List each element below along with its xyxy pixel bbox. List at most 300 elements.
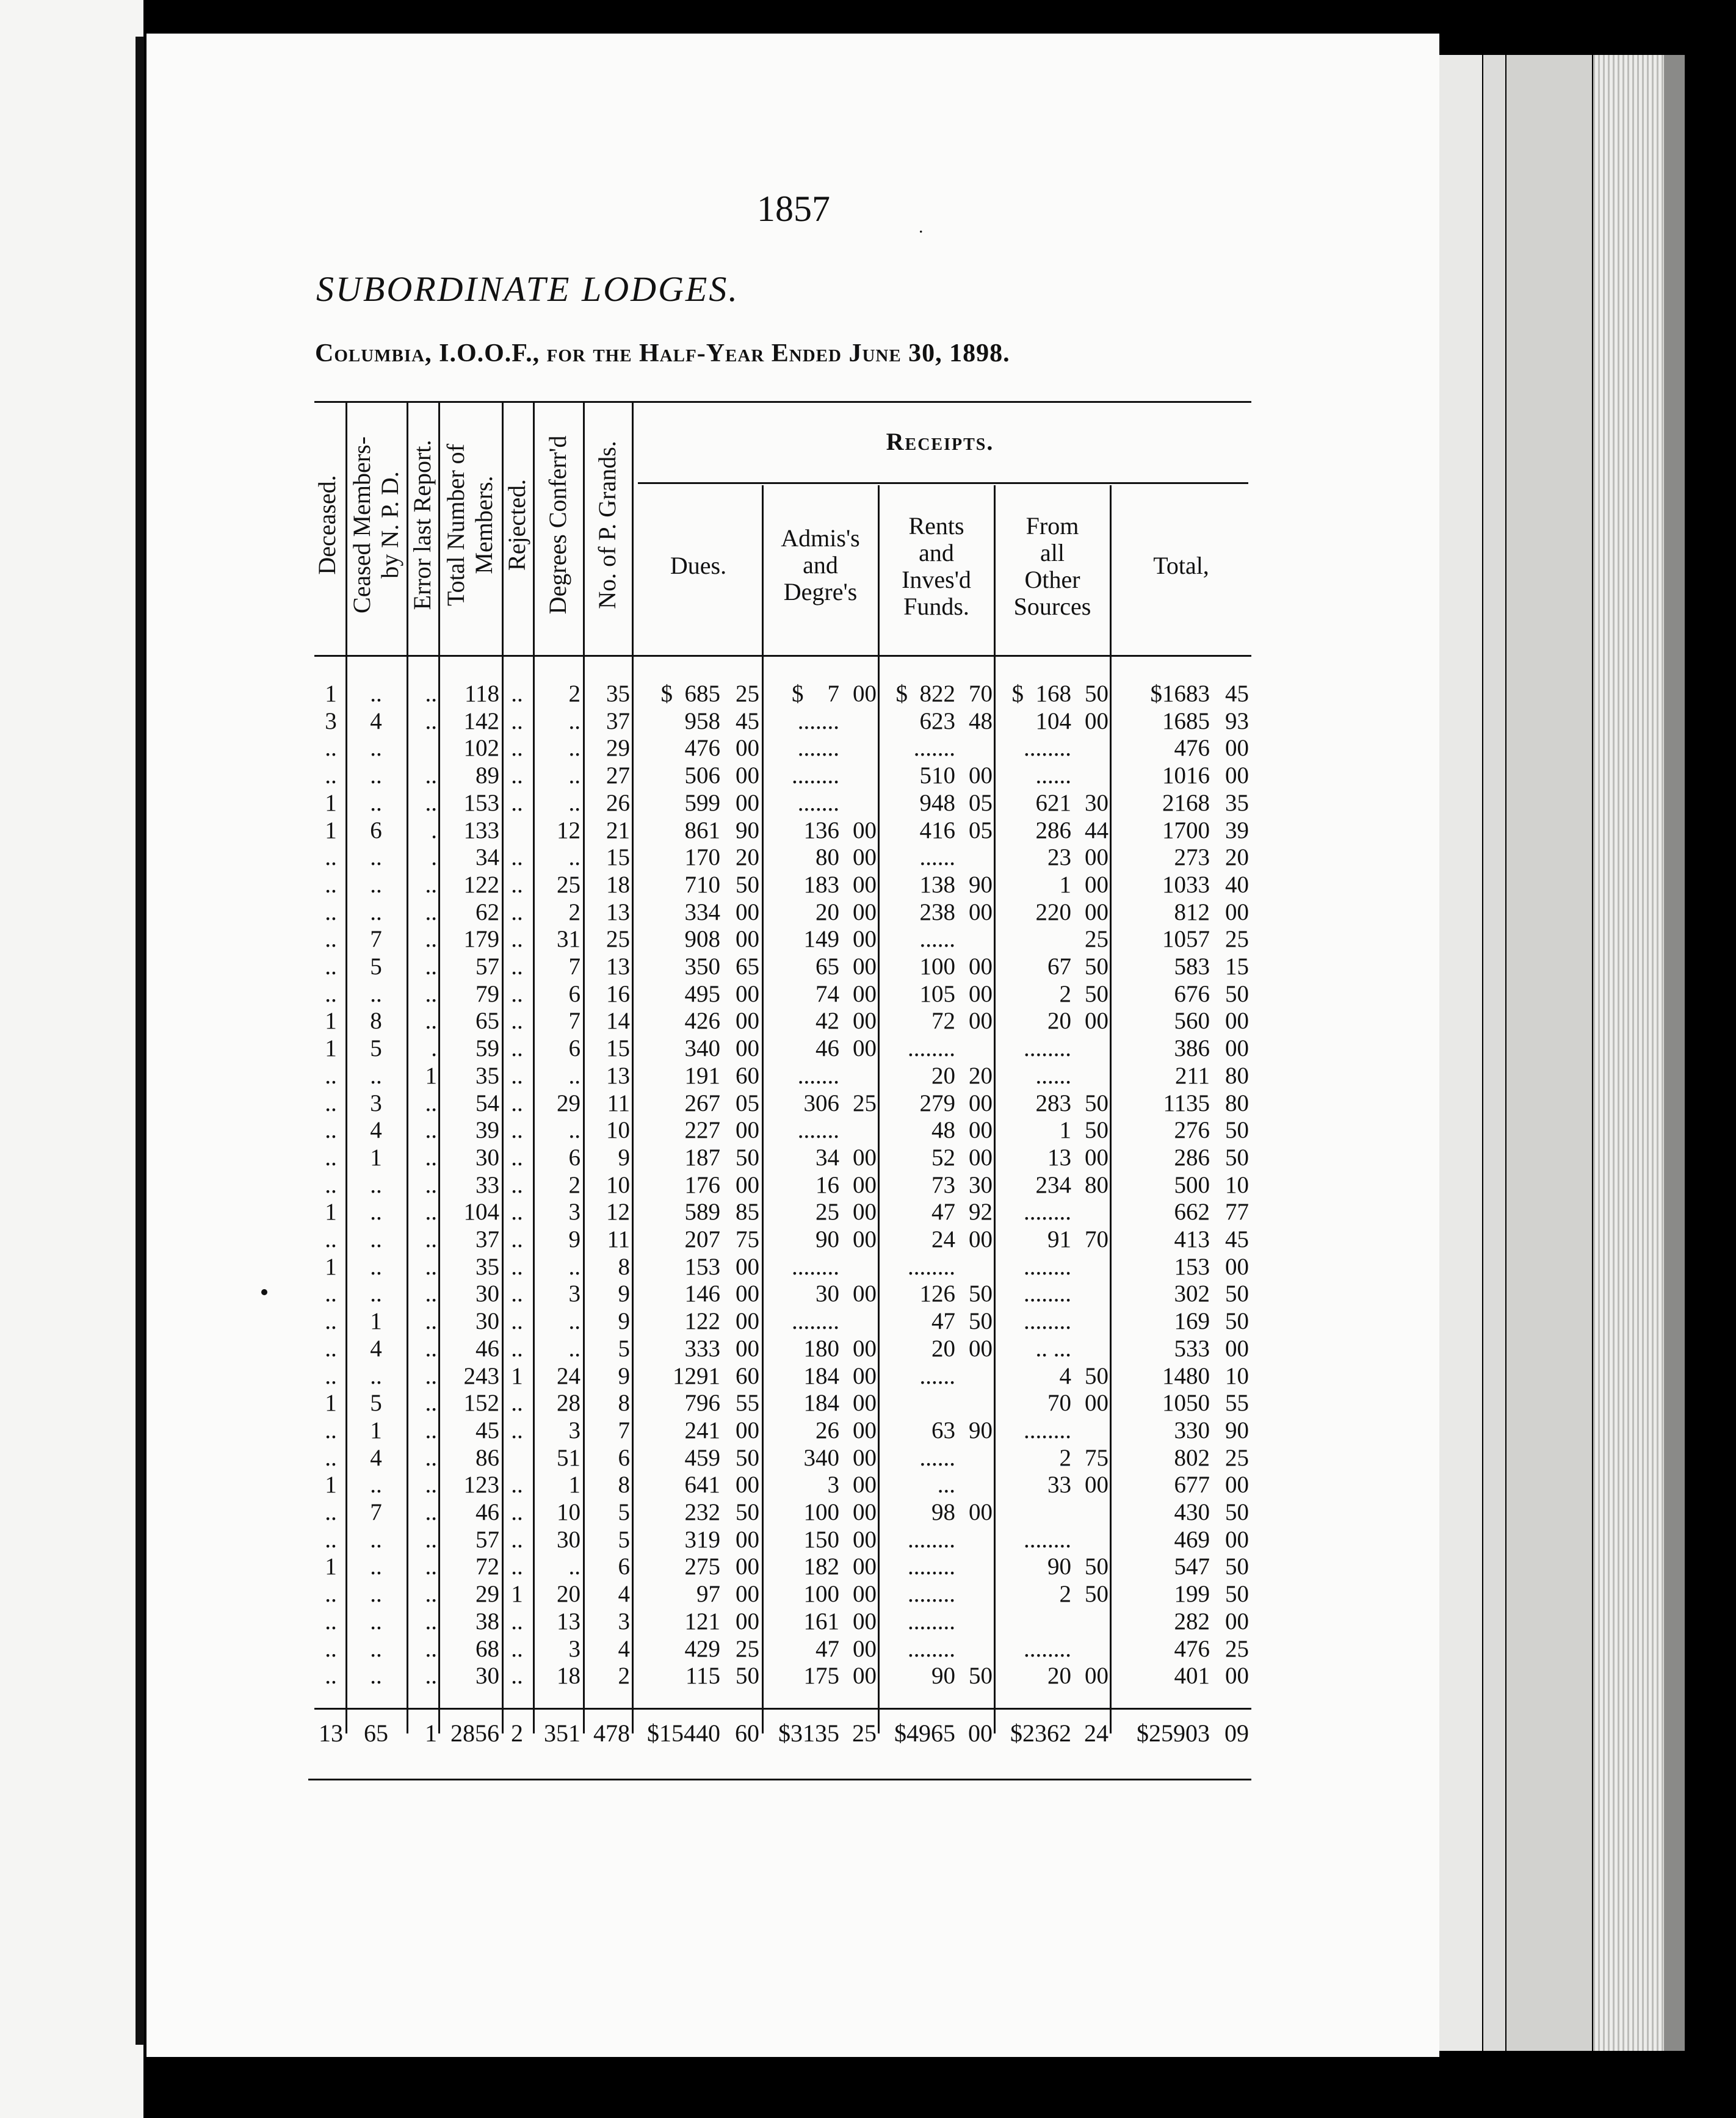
table-cell: .. [370, 871, 382, 898]
table-row [0, 1308, 1736, 1335]
table-cell: 50 [969, 1281, 993, 1307]
table-row [0, 1581, 1736, 1608]
table-cell: 1 [325, 1199, 337, 1226]
table-cell: 4 [370, 1117, 382, 1144]
table-cell: ........ [1024, 1417, 1071, 1444]
table-cell: 00 [1225, 1608, 1249, 1635]
table-cell: 00 [736, 1472, 759, 1498]
table-cell: 306 [803, 1090, 839, 1116]
table-cell: 13 [606, 898, 630, 925]
table-cell: 149 [803, 926, 839, 953]
table-cell: 476 [1174, 735, 1210, 762]
table-cell: 50 [736, 1444, 759, 1471]
table-cell: 80 [816, 844, 839, 871]
table-cell: 00 [968, 1719, 993, 1747]
table-cell: 90 [931, 1663, 955, 1690]
table-cell: ...... [919, 1362, 955, 1389]
table-cell: 00 [969, 1144, 993, 1171]
table-cell: 00 [853, 1362, 877, 1389]
table-cell: ....... [913, 735, 955, 762]
table-cell: 00 [1225, 1035, 1249, 1062]
table-cell: 50 [1225, 1117, 1249, 1144]
table-cell: 27 [606, 762, 630, 789]
table-cell: 25 [852, 1719, 877, 1747]
table-cell: 3 [827, 1472, 839, 1498]
table-cell: ........ [908, 1553, 955, 1580]
table-cell: 74 [816, 980, 839, 1007]
table-cell: 40 [1225, 871, 1249, 898]
table-cell: 243 [463, 1362, 499, 1389]
table-cell: .. [511, 844, 523, 871]
table-cell: .. [425, 1417, 437, 1444]
table-cell: 00 [853, 1608, 877, 1635]
table-cell: .. [370, 1663, 382, 1690]
table-cell: 7 [370, 1499, 382, 1525]
table-cell: 00 [736, 1117, 759, 1144]
table-cell: 21 [606, 817, 630, 844]
table-cell: 9 [618, 1362, 630, 1389]
table-cell: 97 [696, 1581, 720, 1608]
table-cell: .. [568, 1062, 580, 1089]
table-cell: 50 [1085, 1362, 1109, 1389]
table-cell: 20 [557, 1581, 580, 1608]
table-cell: 30 [816, 1281, 839, 1307]
table-cell: 18 [557, 1663, 580, 1690]
table-cell: ........ [792, 762, 839, 789]
table-cell: .. [370, 1553, 382, 1580]
table-cell: 00 [853, 1281, 877, 1307]
table-row [0, 844, 1736, 871]
table-cell: $3135 [778, 1719, 839, 1747]
table-cell: ........ [1024, 1253, 1071, 1280]
table-cell: 10 [1225, 1171, 1249, 1198]
table-cell: 37 [476, 1226, 499, 1252]
table-cell: 50 [1225, 1499, 1249, 1525]
table-cell: 68 [476, 1635, 499, 1662]
table-cell: .. [325, 1444, 337, 1471]
table-cell: .. [425, 898, 437, 925]
table-cell: .. [370, 735, 382, 762]
table-cell: 54 [476, 1090, 499, 1116]
table-cell: 122 [463, 871, 499, 898]
table-cell: 60 [736, 1062, 759, 1089]
table-cell: 677 [1174, 1472, 1210, 1498]
table-cell: .. [425, 681, 437, 707]
table-cell: .. [325, 1062, 337, 1089]
table-cell: 182 [803, 1553, 839, 1580]
table-cell: $ 7 [792, 681, 839, 707]
table-cell: 11 [607, 1226, 630, 1252]
table-row [0, 1553, 1736, 1580]
table-cell: .. [425, 1171, 437, 1198]
table-cell: .. [568, 1553, 580, 1580]
table-cell: .. [325, 1581, 337, 1608]
table-cell: ........ [1024, 735, 1071, 762]
table-cell: 2856 [450, 1719, 499, 1747]
table-cell: 50 [1225, 980, 1249, 1007]
table-cell: 583 [1174, 953, 1210, 980]
table-cell: 50 [1085, 953, 1109, 980]
table-cell: 115 [685, 1663, 720, 1690]
table-cell: 77 [1225, 1199, 1249, 1226]
table-cell: 1 [568, 1472, 580, 1498]
table-cell: 621 [1035, 789, 1071, 816]
table-cell: 00 [1085, 871, 1109, 898]
table-cell: 500 [1174, 1171, 1210, 1198]
table-cell: ...... [919, 926, 955, 953]
table-cell: 00 [969, 1008, 993, 1035]
table-cell: 00 [736, 735, 759, 762]
table-cell: 2 [568, 681, 580, 707]
table-cell: $4965 [894, 1719, 955, 1747]
table-cell: .. [325, 1281, 337, 1307]
table-cell: .. [425, 1253, 437, 1280]
table-cell: 153 [1174, 1253, 1210, 1280]
table-row [0, 1472, 1736, 1498]
table-row [0, 1063, 1736, 1090]
table-cell: 340 [684, 1035, 720, 1062]
table-cell: .. [511, 1199, 523, 1226]
table-cell: 861 [684, 817, 720, 844]
table-row [0, 1608, 1736, 1635]
table-cell: 7 [568, 1008, 580, 1035]
table-cell: 50 [1085, 1553, 1109, 1580]
table-cell: .. [568, 1253, 580, 1280]
table-cell: .. [325, 1144, 337, 1171]
table-cell: .. [511, 1171, 523, 1198]
table-cell: 13 [1047, 1144, 1071, 1171]
table-cell: 15 [1225, 953, 1249, 980]
table-cell: 75 [736, 1226, 759, 1252]
table-cell: 44 [1085, 817, 1109, 844]
table-cell: .. [370, 1635, 382, 1662]
table-cell: .. [511, 1553, 523, 1580]
table-cell: 416 [919, 817, 955, 844]
table-cell: 3 [568, 1635, 580, 1662]
table-cell: .. [511, 1090, 523, 1116]
table-cell: .. [370, 1526, 382, 1553]
table-cell: 4 [1059, 1362, 1071, 1389]
table-cell: .. [425, 1008, 437, 1035]
table-cell: 199 [1174, 1581, 1210, 1608]
table-cell: .. [425, 1663, 437, 1690]
table-cell: 429 [684, 1635, 720, 1662]
table-cell: 183 [803, 871, 839, 898]
table-cell: 45 [736, 707, 759, 734]
table-cell: 5 [618, 1335, 630, 1362]
header-total: Total, [1153, 552, 1209, 579]
table-cell: .. [511, 1417, 523, 1444]
table-cell: 25 [1225, 1635, 1249, 1662]
table-row [0, 1499, 1736, 1526]
table-cell: 42 [816, 1008, 839, 1035]
table-cell: 176 [684, 1171, 720, 1198]
table-cell: .. [370, 898, 382, 925]
table-cell: 118 [464, 681, 499, 707]
table-cell: .. [425, 1281, 437, 1307]
table-cell: 28 [557, 1390, 580, 1417]
table-cell: 00 [1225, 1335, 1249, 1362]
table-cell: 1700 [1162, 817, 1210, 844]
table-cell: .. [511, 1335, 523, 1362]
table-cell: 25 [736, 681, 759, 707]
header-admissions: Admis's and Degre's [781, 524, 860, 605]
table-cell: 276 [1174, 1117, 1210, 1144]
table-row [0, 1445, 1736, 1472]
table-cell: .. [325, 762, 337, 789]
header-total-members: Total Number of Members. [442, 443, 497, 607]
table-cell: 1 [511, 1362, 523, 1389]
table-cell: ....... [797, 707, 839, 734]
table-cell: ........ [792, 1308, 839, 1335]
table-cell: 1291 [673, 1362, 720, 1389]
table-cell: 5 [618, 1526, 630, 1553]
table-cell: 2 [511, 1719, 523, 1747]
table-cell: .. [425, 1472, 437, 1498]
table-row [0, 1090, 1736, 1117]
table-cell: 00 [969, 1226, 993, 1252]
table-cell: 00 [736, 1417, 759, 1444]
table-cell: .. [370, 1608, 382, 1635]
table-cell: 1 [325, 1035, 337, 1062]
table-cell: 89 [476, 762, 499, 789]
table-row [0, 1663, 1736, 1690]
table-cell: 16 [606, 980, 630, 1007]
table-cell: .. [370, 1472, 382, 1498]
table-cell: 00 [736, 1335, 759, 1362]
table-cell: 6 [618, 1553, 630, 1580]
table-cell: 47 [931, 1199, 955, 1226]
table-row [0, 981, 1736, 1008]
table-cell: .. [568, 1117, 580, 1144]
table-cell: $ 685 [660, 681, 720, 707]
table-cell: 00 [1085, 1008, 1109, 1035]
table-cell: .. [568, 707, 580, 734]
table-cell: 510 [919, 762, 955, 789]
table-cell: 238 [919, 898, 955, 925]
table-cell: 15 [606, 1035, 630, 1062]
totals-row [0, 1720, 1736, 1747]
table-cell: .. [568, 789, 580, 816]
table-row [0, 1527, 1736, 1553]
table-cell: 20 [736, 844, 759, 871]
table-cell: ........ [908, 1035, 955, 1062]
table-cell: 67 [1047, 953, 1071, 980]
table-cell: 153 [463, 789, 499, 816]
table-cell: 273 [1174, 844, 1210, 871]
table-cell: 25 [1225, 926, 1249, 953]
table-cell: .. [325, 980, 337, 1007]
table-cell: 00 [853, 1472, 877, 1498]
table-cell: 34 [816, 1144, 839, 1171]
table-cell: 4 [370, 707, 382, 734]
table-cell: .. [370, 1362, 382, 1389]
table-cell: 23 [1047, 844, 1071, 871]
table-cell: 00 [969, 898, 993, 925]
table-cell: 184 [803, 1362, 839, 1389]
header-deceased: Deceased. [313, 475, 341, 575]
table-cell: 00 [853, 1144, 877, 1171]
table-cell: 47 [816, 1635, 839, 1662]
table-cell: 2 [568, 1171, 580, 1198]
table-cell: 90 [969, 871, 993, 898]
table-cell: 14 [606, 1008, 630, 1035]
table-cell: 50 [736, 1663, 759, 1690]
table-cell: 211 [1174, 1062, 1210, 1089]
table-cell: 00 [736, 1171, 759, 1198]
table-cell: .. [568, 1335, 580, 1362]
table-cell: 476 [684, 735, 720, 762]
table-cell: 46 [476, 1335, 499, 1362]
table-cell: 1685 [1162, 707, 1210, 734]
speck: . [919, 217, 924, 237]
table-cell: 153 [684, 1253, 720, 1280]
table-cell: 30 [476, 1308, 499, 1335]
table-cell: 184 [803, 1390, 839, 1417]
table-cell: ........ [1024, 1199, 1071, 1226]
table-cell: 98 [931, 1499, 955, 1525]
table-cell: 24 [1084, 1719, 1109, 1747]
table-cell: 00 [736, 1035, 759, 1062]
table-cell: 00 [853, 817, 877, 844]
table-cell: 92 [969, 1199, 993, 1226]
table-cell: .. [325, 1171, 337, 1198]
table-cell: ...... [919, 844, 955, 871]
table-cell: .. [511, 1226, 523, 1252]
table-cell: 9 [568, 1226, 580, 1252]
table-cell: .. [325, 898, 337, 925]
table-cell: 05 [736, 1090, 759, 1116]
table-cell: $15440 [647, 1719, 720, 1747]
table-cell: 623 [919, 707, 955, 734]
table-cell: 351 [544, 1719, 580, 1747]
table-cell: 319 [684, 1526, 720, 1553]
table-cell: .. [325, 953, 337, 980]
table-cell: 478 [593, 1719, 630, 1747]
table-cell: 10 [1225, 1362, 1249, 1389]
table-cell: 8 [618, 1253, 630, 1280]
table-cell: 45 [476, 1417, 499, 1444]
table-cell: 65 [476, 1008, 499, 1035]
table-cell: 00 [1085, 898, 1109, 925]
table-cell: .. [325, 1362, 337, 1389]
table-cell: 00 [853, 1390, 877, 1417]
table-cell: 35 [476, 1253, 499, 1280]
table-cell: 00 [853, 953, 877, 980]
table-cell: 169 [1174, 1308, 1210, 1335]
page-number: 1857 [757, 189, 830, 229]
table-cell: .. [425, 980, 437, 1007]
table-cell: 33 [476, 1171, 499, 1198]
table-cell: 00 [853, 1444, 877, 1471]
table-cell: 1 [1059, 1117, 1071, 1144]
table-cell: 179 [463, 926, 499, 953]
header-error-last-report: Error last Report. [408, 439, 436, 610]
table-cell: 1 [511, 1581, 523, 1608]
table-cell: 30 [1085, 789, 1109, 816]
header-degrees-conferred: Degrees Conferr'd [544, 435, 571, 615]
table-cell: 170 [684, 844, 720, 871]
table-cell: 00 [1225, 735, 1249, 762]
table-cell: 1 [325, 681, 337, 707]
table-cell: 1480 [1162, 1362, 1210, 1389]
table-cell: .. [425, 1581, 437, 1608]
table-cell: .. [425, 1226, 437, 1252]
table-cell: 09 [1224, 1719, 1249, 1747]
table-cell: 413 [1174, 1226, 1210, 1252]
table-bottom-rule [308, 1779, 1251, 1780]
table-cell: 50 [1085, 1117, 1109, 1144]
table-cell: 234 [1035, 1171, 1071, 1198]
table-cell: 104 [1035, 707, 1071, 734]
table-cell: 45 [1225, 1226, 1249, 1252]
table-cell: $1683 [1150, 681, 1210, 707]
table-cell: .. [370, 1253, 382, 1280]
table-cell: 29 [606, 735, 630, 762]
table-cell: 676 [1174, 980, 1210, 1007]
table-cell: 133 [463, 817, 499, 844]
table-cell: 50 [1225, 1581, 1249, 1608]
table-row [0, 817, 1736, 844]
table-cell: 30 [557, 1526, 580, 1553]
table-cell: 38 [476, 1608, 499, 1635]
table-cell: .. [425, 762, 437, 789]
table-cell: 340 [803, 1444, 839, 1471]
table-cell: 15 [606, 844, 630, 871]
section-title: SUBORDINATE LODGES. [316, 269, 739, 309]
table-cell: 00 [853, 1417, 877, 1444]
table-row [0, 899, 1736, 926]
table-cell: 18 [606, 871, 630, 898]
table-cell: $ 168 [1011, 681, 1071, 707]
table-row [0, 1144, 1736, 1171]
table-cell: 4 [370, 1335, 382, 1362]
table-cell: 1 [370, 1417, 382, 1444]
table-cell: 25 [816, 1199, 839, 1226]
table-cell: 10 [606, 1117, 630, 1144]
table-cell: 00 [853, 1335, 877, 1362]
table-cell: 20 [816, 898, 839, 925]
table-cell: 227 [684, 1117, 720, 1144]
table-cell: ...... [1035, 1062, 1071, 1089]
table-cell: 55 [1225, 1390, 1249, 1417]
table-cell: 3 [618, 1608, 630, 1635]
table-cell: 20 [1225, 844, 1249, 871]
table-cell: 57 [476, 953, 499, 980]
table-cell: .. [511, 926, 523, 953]
table-cell: 39 [476, 1117, 499, 1144]
table-cell: 05 [969, 789, 993, 816]
table-cell: .. [425, 1335, 437, 1362]
table-cell: .. [325, 1499, 337, 1525]
table-cell: 8 [370, 1008, 382, 1035]
table-cell: 00 [853, 1663, 877, 1690]
table-cell: 00 [1225, 898, 1249, 925]
table-cell: 25 [557, 871, 580, 898]
table-cell: 30 [476, 1144, 499, 1171]
table-cell: .. [425, 1090, 437, 1116]
table-cell: ....... [797, 1117, 839, 1144]
table-cell: 1 [425, 1062, 437, 1089]
table-row [0, 1254, 1736, 1281]
table-row [0, 1117, 1736, 1144]
table-cell: 90 [1225, 1417, 1249, 1444]
table-cell: 00 [736, 762, 759, 789]
table-cell: 57 [476, 1526, 499, 1553]
table-cell: 123 [463, 1472, 499, 1498]
table-row [0, 1226, 1736, 1253]
table-cell: 20 [1047, 1008, 1071, 1035]
